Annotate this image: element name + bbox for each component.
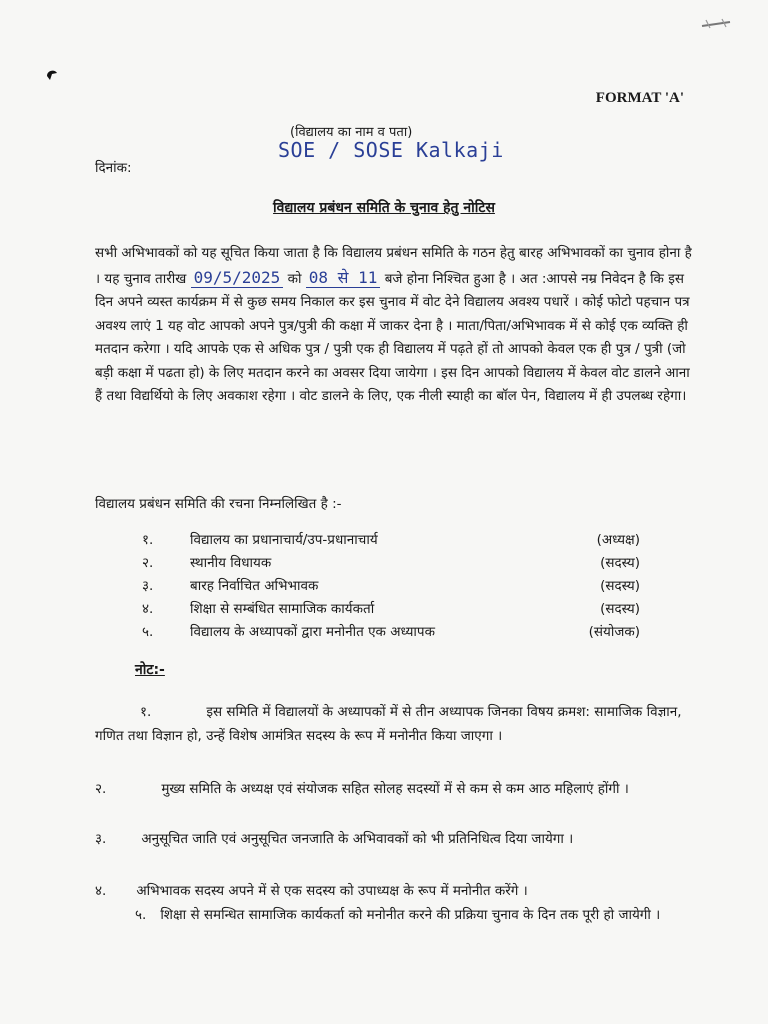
composition-title: विद्यालय प्रबंधन समिति की रचना निम्नलिखित है :- — [95, 496, 342, 512]
notice-heading: विद्यालय प्रबंधन समिति के चुनाव हेतु नोटिस — [273, 200, 495, 216]
list-item: ३. बारह निर्वाचित अभिभावक (सदस्य) — [142, 578, 640, 594]
notice-paragraph — [95, 242, 695, 409]
list-item: २. स्थानीय विधायक (सदस्य) — [142, 555, 640, 571]
election-time-handwritten: 08 से 11 — [306, 268, 381, 288]
school-name-line: (विद्यालय का नाम व पता) — [290, 125, 413, 140]
note-item-2: २. मुख्य समिति के अध्यक्ष एवं संयोजक सहित सोलह सदस्यों में से कम से कम आठ महिलाएं होंगी । — [95, 781, 629, 797]
corner-mark-icon — [44, 66, 60, 82]
list-item: ४. शिक्षा से सम्बंधित सामाजिक कार्यकर्ता (सदस्य) — [142, 601, 640, 617]
committee-member-list — [120, 530, 640, 645]
note-item-1: १. इस समिति में विद्यालयों के अध्यापकों में से तीन अध्यापक जिनका विषय क्रमश: सामाजिक विज्ञान, गणित तथा विज्ञान हो, उन्हें विशेष आमंत्रित सदस्य के रूप में मनोनीत किया जाएगा । — [95, 704, 682, 744]
notice-text-part1: सभी अभिभावकों को यह सूचित किया जाता है कि विद्यालय प्रबंधन समिति के गठन हेतु बारह अभिभावकों का चुनाव होना है । यह चुनाव तारीख — [95, 245, 692, 287]
list-item: ५. विद्यालय के अध्यापकों द्वारा मनोनीत एक अध्यापक (संयोजक) — [142, 624, 640, 640]
note-title: नोट:- — [135, 662, 165, 678]
note-item-5: ५. शिक्षा से समन्धित सामाजिक कार्यकर्ता को मनोनीत करने की प्रक्रिया चुनाव के दिन तक पूरी हो जायेगी । — [135, 907, 661, 923]
list-item: १. विद्यालय का प्रधानाचार्य/उप-प्रधानाचार्य (अध्यक्ष) — [142, 532, 640, 548]
notice-text-part3: बजे होना निश्चित हुआ है । अत :आपसे नम्र निवेदन है कि इस दिन अपने व्यस्त कार्यक्रम में से कुछ समय निकाल कर इस चुनाव में वोट देने विद्यालय अवश्य पधारें । कोई फोटो पहचान पत्र अवश्य लाएं 1 यह वोट आपको अपने पुत्र/पुत्री की कक्षा में जाकर देना है । माता/पिता/अभिभावक में से कोई एक व्यक्ति ही मतदान करेगा । यदि आपके एक से अधिक पुत्र / पुत्री एक ही विद्यालय में पढ़ते हों तो आपको केवल एक ही पुत्र / पुत्री (जो बड़ी कक्षा में पढता हो) के लिए मतदान करने का अवसर दिया जायेगा । इस दिन आपको विद्यालय में केवल वोट डालने आना हैं तथा विद्यर्थियो के लिए अवकाश रहेगा । वोट डालने के लिए, एक नीली स्याही का बॉल पेन, विद्यालय में ही उपलब्ध रहेगा। — [95, 270, 690, 404]
note-item-3: ३. अनुसूचित जाति एवं अनुसूचित जनजाति के अभिवावकों को भी प्रतिनिधित्व दिया जायेगा । — [95, 831, 574, 847]
format-label: FORMAT 'A' — [595, 90, 684, 106]
staple-mark-icon — [700, 14, 734, 34]
election-date-handwritten: 09/5/2025 — [191, 268, 284, 288]
date-label: दिनांक: — [95, 160, 132, 176]
notice-text-part2: को — [287, 270, 302, 287]
note-item-4: ४. अभिभावक सदस्य अपने में से एक सदस्य को उपाध्यक्ष के रूप में मनोनीत करेंगे । — [95, 883, 528, 899]
school-name-handwritten: SOE / SOSE Kalkaji — [278, 138, 504, 162]
